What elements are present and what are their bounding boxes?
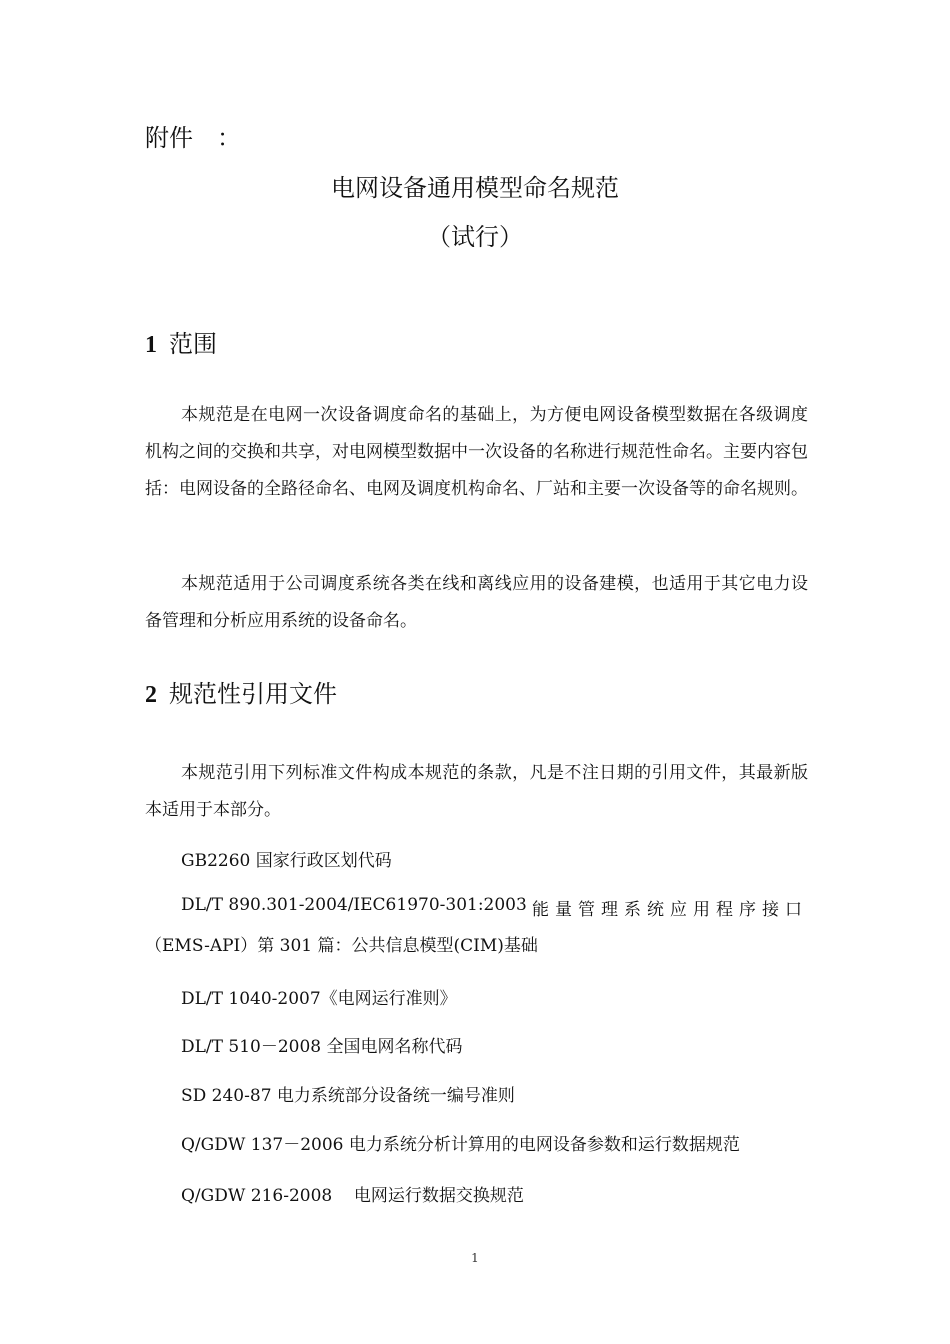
section-2-heading [145, 674, 337, 709]
section-1-heading [145, 324, 217, 359]
reference-item: Q/GDW 137－2006 电力系统分析计算用的电网设备参数和运行数据规范 [181, 1135, 740, 1155]
reference-item [181, 895, 808, 920]
section-2-number: 2 [145, 682, 157, 708]
section-1-number: 1 [145, 332, 157, 358]
reference-item: Q/GDW 216-2008 电网运行数据交换规范 [181, 1186, 524, 1206]
document-title: 电网设备通用模型命名规范 [331, 174, 619, 202]
reference-title-part: 能量管理系统应用程序接口 [532, 900, 808, 920]
section-1-title: 范围 [169, 330, 217, 358]
section-2-title: 规范性引用文件 [169, 680, 337, 708]
reference-code: DL/T 890.301-2004/IEC61970-301:2003 [181, 895, 527, 915]
section-1-paragraph: 本规范是在电网一次设备调度命名的基础上，为方便电网设备模型数据在各级调度机构之间的交换和共享，对电网模型数据中一次设备的名称进行规范性命名。主要内容包括：电网设备的全路径命名、电网及调度机构命名、厂站和主要一次设备等的命名规则。 [145, 405, 808, 499]
attachment-label: 附件 ： [145, 124, 241, 152]
section-2-intro: 本规范引用下列标准文件构成本规范的条款，凡是不注日期的引用文件，其最新版本适用于本部分。 [145, 763, 808, 820]
reference-item: SD 240-87 电力系统部分设备统一编号准则 [181, 1086, 515, 1106]
reference-item: GB2260 国家行政区划代码 [181, 851, 392, 871]
section-1-paragraph: 本规范适用于公司调度系统各类在线和离线应用的设备建模，也适用于其它电力设备管理和分析应用系统的设备命名。 [145, 574, 808, 631]
reference-item-continuation: （EMS-API）第 301 篇：公共信息模型(CIM)基础 [145, 936, 538, 956]
page-number: 1 [471, 1251, 479, 1265]
reference-item: DL/T 510－2008 全国电网名称代码 [181, 1037, 463, 1057]
document-subtitle: （试行） [427, 223, 523, 251]
reference-item: DL/T 1040-2007《电网运行准则》 [181, 989, 457, 1009]
